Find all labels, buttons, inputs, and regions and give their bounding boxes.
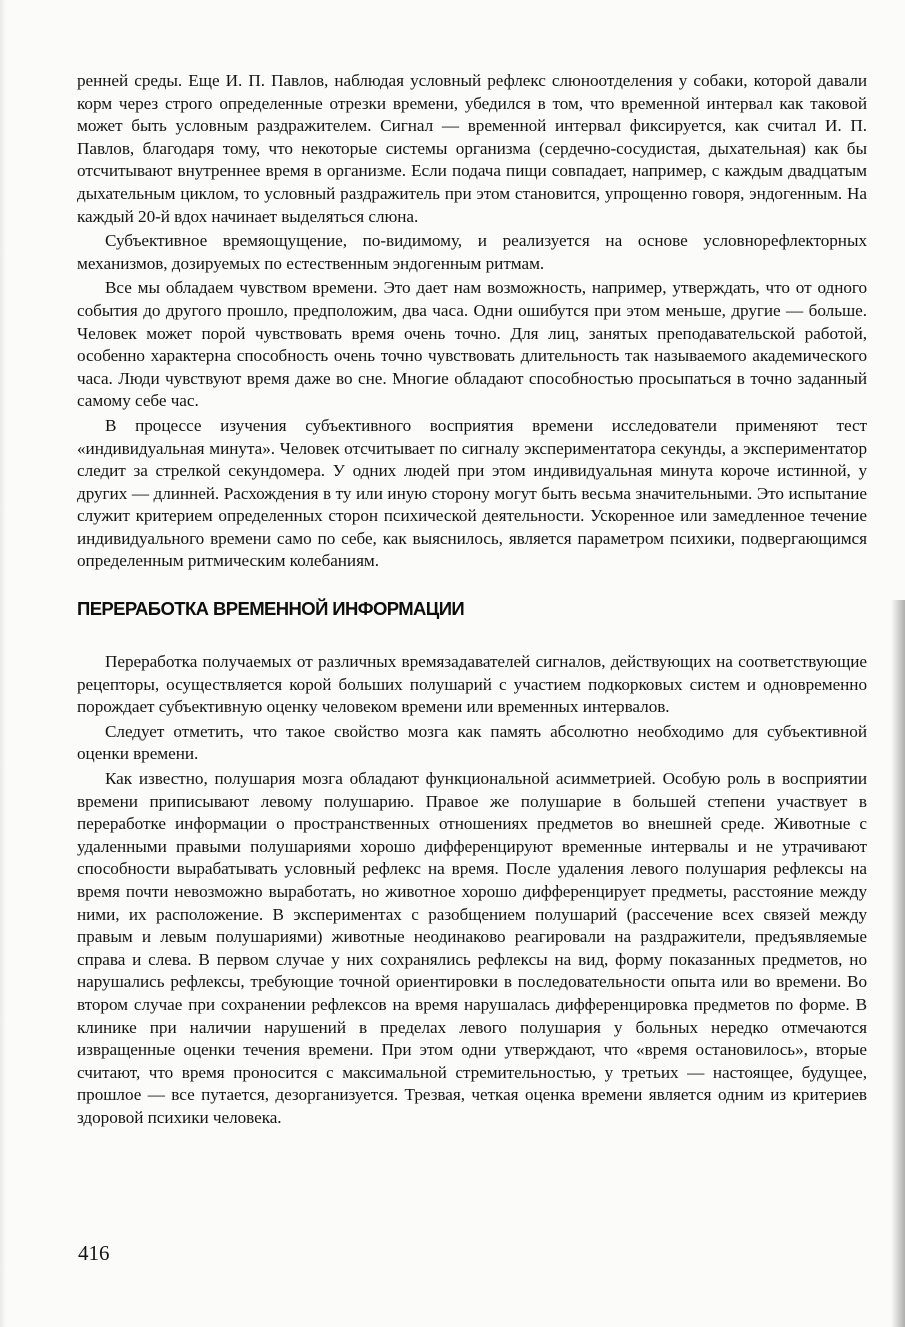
paragraph: Переработка получаемых от различных времязадавателей сигналов, действующих на соответствующие рецепторы, осуществляется корой больших полушарий с участием подкорковых систем и одновременно порождает субъективную оценку человеком времени или временных интервалов. [77, 652, 867, 717]
paragraph: Все мы обладаем чувством времени. Это дает нам возможность, например, утверждать, что от одного события до другого прошло, предположим, два часа. Одни ошибутся при этом меньше, другие — больше. Человек может порой чувствовать время очень точно. Для лиц, занятых преподавательской работой, особенно характерна способность очень точно чувствовать длительность так называемого академического часа. Люди чувствуют время даже во сне. Многие обладают способностью просыпаться в точно заданный самому себе час. [77, 278, 867, 411]
paragraph: В процессе изучения субъективного восприятия времени исследователи применяют тест «индивидуальная минута». Человек отсчитывает по сигналу экспериментатора секунды, а экспериментатор следит за стрелкой секундомера. У одних людей при этом индивидуальная минута короче истинной, у других — длинней. Расхождения в ту или иную сторону могут быть весьма значительными. Это испытание служит критерием определенных сторон психической деятельности. Ускоренное или замедленное течение индивидуального времени само по себе, как выяснилось, является параметром психики, подвергающимся определенным ритмическим колебаниям. [77, 415, 867, 571]
paragraph: Субъективное времяощущение, по-видимому, и реализуется на основе условнорефлекторных механизмов, дозируемых по естественным эндогенным ритмам. [77, 231, 867, 273]
paragraph: ренней среды. Еще И. П. Павлов, наблюдая условный рефлекс слюноотделения у собаки, которой давали корм через строго определенные отрезки времени, убедился в том, что временной интервал как таковой может быть условным раздражителем. Сигнал — временной интервал фиксируется, как считал И. П. Павлов, благодаря тому, что некоторые системы организма (сердечно-сосудистая, дыхательная) как бы отсчитывают внутреннее время в организме. Если подача пищи совпадает, например, с каждым двадцатым дыхательным циклом, то условный раздражитель при этом становится, упрощенно говоря, эндогенным. На каждый 20-й вдох начинает выделяться слюна. [77, 71, 867, 226]
scan-edge-left [0, 0, 6, 1327]
paragraph: Следует отметить, что такое свойство мозга как память абсолютно необходимо для субъективной оценки времени. [77, 721, 867, 764]
page-body [77, 70, 867, 1210]
section-heading: ПЕРЕРАБОТКА ВРЕМЕННОЙ ИНФОРМАЦИИ [77, 598, 465, 620]
scan-edge-right [891, 600, 905, 1327]
page-number: 416 [78, 1241, 110, 1265]
paragraph: Как известно, полушария мозга обладают функциональной асимметрией. Особую роль в восприятии времени приписывают левому полушарию. Правое же полушарие в большей степени участвует в переработке информации о пространственных отношениях предметов во внешней среде. Животные с удаленными правыми полушариями хорошо дифференцируют временные интервалы и не утрачивают способности вырабатывать условный рефлекс на время. После удаления левого полушария рефлексы на время почти невозможно выработать, но животное хорошо дифференцирует предметы, расстояние между ними, их расположение. В экспериментах с разобщением полушарий (рассечение всех связей между правым и левым полушариями) животные неодинаково реагировали на раздражители, предъявляемые справа и слева. В первом случае у них сохранялись рефлексы на вид, форму показанных предметов, но нарушались рефлексы, требующие точной ориентировки в последовательности опыта или во времени. Во втором случае при сохранении рефлексов на время нарушалась дифференцировка предметов по форме. В клинике при наличии нарушений в пределах левого полушария у больных нередко отмечаются извращенные оценки течения времени. При этом одни утверждают, что «время остановилось», вторые считают, что время проносится с максимальной стремительностью, у третьих — настоящее, будущее, прошлое — все путается, дезорганизуется. Трезвая, четкая оценка времени является одним из критериев здоровой психики человека. [77, 769, 867, 1127]
